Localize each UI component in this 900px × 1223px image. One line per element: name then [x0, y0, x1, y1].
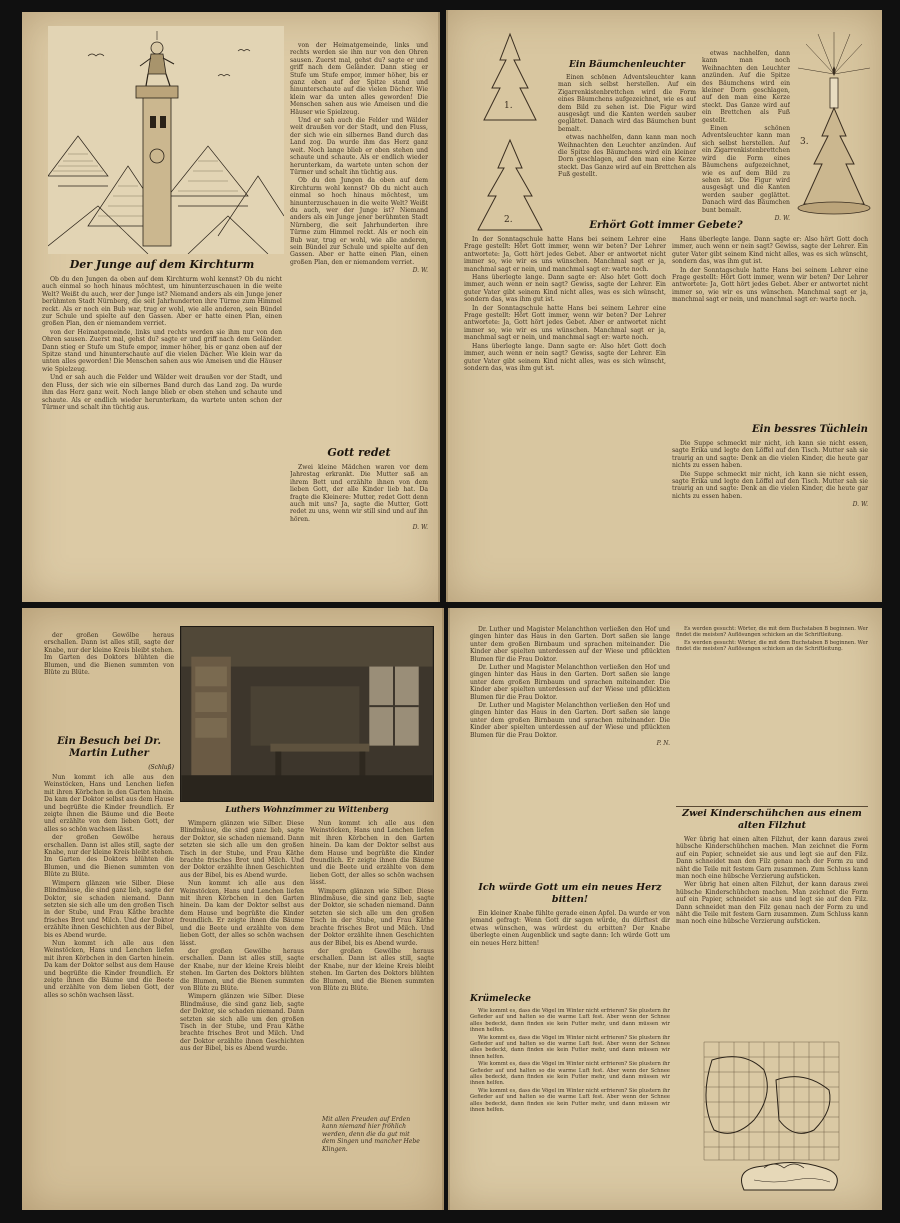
paragraph: etwas nachhelfen, dann kann man noch Weihnachten den Leuchter anzünden. Auf die Spitze des Bäumchens wird ein kleiner Dorn geschlagen, auf den man eine Kerze steckt. Das Ganze wird auf ein Brettchen als Fuß gestellt. [558, 134, 696, 179]
story-luther-verse [322, 1116, 422, 1172]
paragraph: Und er sah auch die Felder und Wälder weit draußen vor der Stadt, und den Fluss, der sich wie ein silbernes Band durch das Land zog. Da wurde ihm das Herz ganz weit. Noch lange blieb er oben stehen und schaute und schaute. Als er endlich wieder herunterkam, da wartete unten schon der Türmer und schalt ihn tüchtig aus. [290, 117, 428, 176]
paragraph: Einen schönen Adventsleuchter kann man sich selbst herstellen. Auf ein Zigarrenkistenbrettchen wird die Form eines Bäumchens aufgezeichnet, wie es auf dem Bild zu sehen ist. Die Figur wird ausgesägt und die Kanten werden sauber geglättet. Danach wird das Bäumchen bunt bemalt. [702, 125, 790, 214]
paragraph: Wie kommt es, dass die Vögel im Winter nicht erfrieren? Sie plustern ihr Gefieder auf und halten so die warme Luft fest. Aber wenn der Schnee alles bedeckt, dann finden sie kein Futter mehr, und dann müssen wir ihnen helfen. [470, 1061, 670, 1087]
paragraph: Die Suppe schmeckt mir nicht, ich kann sie nicht essen, sagte Erika und legte den Löffel auf den Tisch. Mutter sah sie traurig an und sagte: Denk an die vielen Kinder, die heute gar nichts zu essen haben. [672, 440, 868, 470]
paragraph: In der Sonntagschule hatte Hans bei seinem Lehrer eine Frage gestellt: Hört Gott immer, wenn wir beten? Der Lehrer antwortete: Ja, Gott hört jedes Gebet. Aber er antwortet nicht immer so, wie wir es uns wünschen. Manchmal sagt er ja, manchmal sagt er nein, und manchmal sagt er: warte noch. [464, 236, 666, 273]
story-kinderschuehchen [676, 836, 868, 1036]
verse: Mit allen Freuden auf Erden kann niemand hier fröhlich werden, denn die da gut mit dem Singen und mancher Hebe Klingen. [322, 1116, 420, 1153]
story-kirchturm-col2 [290, 42, 428, 442]
page-bottom-right [448, 608, 882, 1210]
paragraph: Ob du den Jungen da oben auf dem Kirchturm wohl kennst? Ob du nicht auch einmal so hoch hinaus möchtest, um hinunterzuschauen in die weite Welt? Weißt du auch, wer der Junge ist? Niemand anders als ein Junge jener berühmten Stadt Nürnberg, die seit Jahrhunderten ihre Türme zum Himmel reckt. Als er noch ein Bub war, trug er wohl, wie alle anderen, sein Bündel zur Schule und spielte auf den Gassen. Aber er hatte einen Plan, einen großen Plan, den er niemandem verriet. [42, 276, 282, 328]
paragraph: Dr. Luther und Magister Melanchthon verließen den Hof und gingen hinter das Haus in den Garten. Dort saßen sie lange unter dem großen Birnbaum und sprachen miteinander. Die Kinder aber spielten unterdessen auf der Wiese und pflückten Blumen für die Frau Doktor. [470, 664, 670, 701]
story-signature: D. W. [412, 524, 428, 532]
page-bottom-left [22, 608, 444, 1210]
paragraph: der großen Gewölbe heraus erschallen. Dann ist alles still, sagte der Knabe, nur der kleine Kreis bleibt stehen. Im Garten des Doktors blühten die Blumen, und die Bienen summten von Blüte zu Blüte. [44, 834, 174, 879]
puzzle-notes [676, 626, 868, 802]
story-besseres-tuechlein [672, 440, 868, 590]
luther-room-photo [180, 626, 434, 802]
paragraph: Nun kommt ich alle aus den Weinstöcken, Hans und Lenchen liefen mit ihren Körbchen in den Garten hinein. Da kam der Doktor selbst aus dem Hause und begrüßte die Kinder freundlich. Er zeigte ihnen die Bäume und die Beete und erzählte von dem lieben Gott, der alles so schön wachsen lässt. [180, 880, 304, 947]
story-neues-herz [470, 910, 670, 990]
story-title-neues-herz: Ich würde Gott um ein neues Herz bitten! [478, 882, 662, 905]
story-title-kirchturm: Der Junge auf dem Kirchturm [69, 258, 255, 271]
candle-tree-illustration [792, 24, 876, 224]
paragraph: Wie kommt es, dass die Vögel im Winter nicht erfrieren? Sie plustern ihr Gefieder auf und halten so die warme Luft fest. Aber wenn der Schnee alles bedeckt, dann finden sie kein Futter mehr, und dann müssen wir ihnen helfen. [470, 1087, 670, 1114]
svg-text:1.: 1. [504, 101, 513, 111]
paragraph: Nun kommt ich alle aus den Weinstöcken, Hans und Lenchen liefen mit ihren Körbchen in den Garten hinein. Da kam der Doktor selbst aus dem Hause und begrüßte die Kinder freundlich. Er zeigte ihnen die Bäume und die Beete und erzählte von dem lieben Gott, der alles so schön wachsen lässt. [44, 774, 174, 833]
paragraph: Es werden gesucht: Wörter, die mit dem Buchstaben B beginnen. Wer findet die meisten? Auflösungen schicken an die Schriftleitung. [676, 639, 868, 653]
story-title-baeumchenleuchter: Ein Bäumchenleuchter [568, 60, 686, 70]
paragraph: Die Suppe schmeckt mir nicht, ich kann sie nicht essen, sagte Erika und legte den Löffel auf den Tisch. Mutter sah sie traurig an und sagte: Denk an die vielen Kinder, die heute gar nichts zu essen haben. [672, 470, 868, 500]
story-luther-col1a [44, 632, 174, 732]
paragraph: Wimpern glänzen wie Silber. Diese Blindmäuse, die sind ganz lieb, sagte der Doktor, sie schaden niemand. Dann setzten sie sich alle um den großen Tisch in der Stube, und Frau Käthe brachte frisches Brot und Milch. Und der Doktor erzählte ihnen Geschichten aus der Bibel, bis es Abend wurde. [310, 887, 434, 947]
story-title-gott-redet: Gott redet [327, 446, 391, 459]
paragraph: der großen Gewölbe heraus erschallen. Dann ist alles still, sagte der Knabe, nur der kleine Kreis bleibt stehen. Im Garten des Doktors blühten die Blumen, und die Bienen summten von Blüte zu Blüte. [310, 947, 434, 992]
story-title-kinderschuehchen: Zwei Kinderschühchen aus einem alten Filzhut [682, 808, 862, 831]
paragraph: Nun kommt ich alle aus den Weinstöcken, Hans und Lenchen liefen mit ihren Körbchen in den Garten hinein. Da kam der Doktor selbst aus dem Hause und begrüßte die Kinder freundlich. Er zeigte ihnen die Bäume und die Beete und erzählte von dem lieben Gott, der alles so schön wachsen lässt. [310, 820, 434, 887]
shoe-pattern-illustration [684, 1040, 868, 1202]
story-gott-redet [290, 464, 428, 594]
paragraph: Dr. Luther und Magister Melanchthon verließen den Hof und gingen hinter das Haus in den Garten. Dort saßen sie lange unter dem großen Birnbaum und sprachen miteinander. Die Kinder aber spielten unterdessen auf der Wiese und pflückten Blumen für die Frau Doktor. [470, 626, 670, 663]
paragraph: Hans überlegte lange. Dann sagte er: Also hört Gott doch immer, auch wenn er nein sagt? Gewiss, sagte der Lehrer. Ein guter Vater gibt seinem Kind nicht alles, was es sich wünscht, sondern das, was ihm gut ist. [672, 236, 868, 266]
story-signature: P. N. [656, 740, 670, 748]
paragraph: Ein kleiner Knabe fühlte gerade einen Apfel. Da wurde er von jemand gefragt: Wenn Gott dir sagen würde, du dürftest dir etwas wünschen, was würdest du erbitten? Der Knabe überlegte einen Augenblick und sagte dann: Ich würde Gott um ein neues Herz bitten! [470, 910, 670, 947]
paragraph: von der Heimatgemeinde, links und rechts werden sie ihm nur von den Ohren sausen. Zuerst mal, gehst du? sagte er und griff nach dem Geländer. Dann stieg er Stufe um Stufe empor, immer höher, bis er ganz oben auf der Spitze stand und hinunterschaute auf die vielen Dächer. Wie klein war da unten alles geworden! Die Menschen sahen aus wie Ameisen und die Häuser wie Spielzeug. [290, 42, 428, 116]
photo-caption: Luthers Wohnzimmer zu Wittenberg [225, 804, 389, 814]
paragraph: Wimpern glänzen wie Silber. Diese Blindmäuse, die sind ganz lieb, sagte der Doktor, sie schaden niemand. Dann setzten sie sich alle um den großen Tisch in der Stube, und Frau Käthe brachte frisches Brot und Milch. Und der Doktor erzählte ihnen Geschichten aus der Bibel, bis es Abend wurde. [180, 993, 304, 1053]
page-fold [438, 12, 440, 602]
paragraph: Nun kommt ich alle aus den Weinstöcken, Hans und Lenchen liefen mit ihren Körbchen in den Garten hinein. Da kam der Doktor selbst aus dem Hause und begrüßte die Kinder freundlich. Er zeigte ihnen die Bäume und die Beete und erzählte von dem lieben Gott, der alles so schön wachsen lässt. [44, 939, 174, 999]
page-fold [442, 608, 444, 1210]
page-top-right [446, 10, 882, 602]
svg-text:3.: 3. [800, 137, 809, 147]
story-kirchturm-col1 [42, 276, 282, 594]
paragraph: Wie kommt es, dass die Vögel im Winter nicht erfrieren? Sie plustern ihr Gefieder auf und halten so die warme Luft fest. Aber wenn der Schnee alles bedeckt, dann finden sie kein Futter mehr, und dann müssen wir ihnen helfen. [470, 1008, 670, 1034]
page-top-left [22, 12, 440, 602]
paragraph: Wimpern glänzen wie Silber. Diese Blindmäuse, die sind ganz lieb, sagte der Doktor, sie schaden niemand. Dann setzten sie sich alle um den großen Tisch in der Stube, und Frau Käthe brachte frisches Brot und Milch. Und der Doktor erzählte ihnen Geschichten aus der Bibel, bis es Abend wurde. [180, 820, 304, 879]
story-baeumchenleuchter-col2 [702, 50, 790, 230]
paragraph: von der Heimatgemeinde, links und rechts werden sie ihm nur von den Ohren sausen. Zuerst mal, gehst du? sagte er und griff nach dem Geländer. Dann stieg er Stufe um Stufe empor, immer höher, bis er ganz oben auf der Spitze stand und hinunterschaute auf die vielen Dächer. Wie klein war da unten alles geworden! Die Menschen sahen aus wie Ameisen und die Häuser wie Spielzeug. [42, 328, 282, 373]
paragraph: In der Sonntagschule hatte Hans bei seinem Lehrer eine Frage gestellt: Hört Gott immer, wenn wir beten? Der Lehrer antwortete: Ja, Gott hört jedes Gebet. Aber er antwortet nicht immer so, wie wir es uns wünschen. Manchmal sagt er ja, manchmal sagt er nein, und manchmal sagt er: warte noch. [464, 304, 666, 342]
story-erhoert-gott-col2 [672, 236, 868, 422]
page-fold [448, 608, 450, 1210]
story-title-luther: Ein Besuch bei Dr. Martin Luther [57, 736, 161, 759]
story-title-erhoert-gott: Erhört Gott immer Gebete? [589, 220, 743, 231]
church-tower-illustration [48, 26, 284, 254]
story-title-besseres-tuechlein: Ein bessres Tüchlein [752, 424, 868, 435]
paragraph: Es werden gesucht: Wörter, die mit dem Buchstaben B beginnen. Wer findet die meisten? Auflösungen schicken an die Schriftleitung. [676, 626, 868, 639]
story-kruemelecke [470, 1008, 670, 1196]
story-signature: D. W. [774, 214, 790, 222]
paragraph: der großen Gewölbe heraus erschallen. Dann ist alles still, sagte der Knabe, nur der kleine Kreis bleibt stehen. Im Garten des Doktors blühten die Blumen, und die Bienen summten von Blüte zu Blüte. [180, 947, 304, 992]
paragraph: Wer übrig hat einen alten Filzhut, der kann daraus zwei hübsche Kinderschühchen machen. Man zeichnet die Form auf ein Papier, schneidet sie aus und legt sie auf den Filz. Dann schneidet man den Filz genau nach der Form zu und näht die Teile mit festem Garn zusammen. Zum Schluss kann man noch eine hübsche Verzierung aufsticken. [676, 836, 868, 881]
story-signature: D. W. [852, 501, 868, 509]
paragraph: Zwei kleine Mädchen waren vor dem Jahrestag erkrankt. Die Mutter saß an ihrem Bett und erzählte ihnen von dem lieben Gott, der alle Kinder lieb hat. Da fragte die Kleinere: Mutter, redet Gott denn auch mit uns? Ja, sagte die Mutter, Gott redet zu uns, wenn wir still sind und auf ihn hören. [290, 464, 428, 523]
paragraph: Dr. Luther und Magister Melanchthon verließen den Hof und gingen hinter das Haus in den Garten. Dort saßen sie lange unter dem großen Birnbaum und sprachen miteinander. Die Kinder aber spielten unterdessen auf der Wiese und pflückten Blumen für die Frau Doktor. [470, 702, 670, 739]
page-fold [446, 10, 448, 602]
paragraph: Hans überlegte lange. Dann sagte er: Also hört Gott doch immer, auch wenn er nein sagt? Gewiss, sagte der Lehrer. Ein guter Vater gibt seinem Kind nicht alles, was es sich wünscht, sondern das, was ihm gut ist. [464, 274, 666, 304]
story-luther-col3 [310, 820, 434, 1110]
tree-pattern-illustration [464, 30, 556, 240]
story-luther-col1b [44, 774, 174, 1194]
paragraph: Einen schönen Adventsleuchter kann man sich selbst herstellen. Auf ein Zigarrenkistenbrettchen wird die Form eines Bäumchens aufgezeichnet, wie es auf dem Bild zu sehen ist. Die Figur wird ausgesägt und die Kanten werden sauber geglättet. Danach wird das Bäumchen bunt bemalt. [558, 74, 696, 133]
story-baeumchenleuchter-col1 [558, 74, 696, 230]
paragraph: In der Sonntagschule hatte Hans bei seinem Lehrer eine Frage gestellt: Hört Gott immer, wenn wir beten? Der Lehrer antwortete: Ja, Gott hört jedes Gebet. Aber er antwortet nicht immer so, wie wir es uns wünschen. Manchmal sagt er ja, manchmal sagt er nein, und manchmal sagt er: warte noch. [672, 266, 868, 304]
paragraph: Wimpern glänzen wie Silber. Diese Blindmäuse, die sind ganz lieb, sagte der Doktor, sie schaden niemand. Dann setzten sie sich alle um den großen Tisch in der Stube, und Frau Käthe brachte frisches Brot und Milch. Und der Doktor erzählte ihnen Geschichten aus der Bibel, bis es Abend wurde. [44, 879, 174, 939]
story-erhoert-gott-col1 [464, 236, 666, 586]
story-title-kruemelecke: Krümelecke [470, 994, 531, 1004]
paragraph: der großen Gewölbe heraus erschallen. Dann ist alles still, sagte der Knabe, nur der kleine Kreis bleibt stehen. Im Garten des Doktors blühten die Blumen, und die Bienen summten von Blüte zu Blüte. [44, 632, 174, 677]
paragraph: Hans überlegte lange. Dann sagte er: Also hört Gott doch immer, auch wenn er nein sagt? Gewiss, sagte der Lehrer. Ein guter Vater gibt seinem Kind nicht alles, was es sich wünscht, sondern das, was ihm gut ist. [464, 342, 666, 372]
paragraph: Wie kommt es, dass die Vögel im Winter nicht erfrieren? Sie plustern ihr Gefieder auf und halten so die warme Luft fest. Aber wenn der Schnee alles bedeckt, dann finden sie kein Futter mehr, und dann müssen wir ihnen helfen. [470, 1034, 670, 1060]
paragraph: Wer übrig hat einen alten Filzhut, der kann daraus zwei hübsche Kinderschühchen machen. Man zeichnet die Form auf ein Papier, schneidet sie aus und legt sie auf den Filz. Dann schneidet man den Filz genau nach der Form zu und näht die Teile mit festem Garn zusammen. Zum Schluss kann man noch eine hübsche Verzierung aufsticken. [676, 881, 868, 926]
divider [676, 806, 868, 807]
paragraph: etwas nachhelfen, dann kann man noch Weihnachten den Leuchter anzünden. Auf die Spitze des Bäumchens wird ein kleiner Dorn geschlagen, auf den man eine Kerze steckt. Das Ganze wird auf ein Brettchen als Fuß gestellt. [702, 50, 790, 124]
paragraph: Ob du den Jungen da oben auf dem Kirchturm wohl kennst? Ob du nicht auch einmal so hoch hinaus möchtest, um hinunterzuschauen in die weite Welt? Weißt du auch, wer der Junge ist? Niemand anders als ein Junge jener berühmten Stadt Nürnberg, die seit Jahrhunderten ihre Türme zum Himmel reckt. Als er noch ein Bub war, trug er wohl, wie alle anderen, sein Bündel zur Schule und spielte auf den Gassen. Aber er hatte einen Plan, einen großen Plan, den er niemandem verriet. [290, 177, 428, 266]
paragraph: Und er sah auch die Felder und Wälder weit draußen vor der Stadt, und den Fluss, der sich wie ein silbernes Band durch das Land zog. Da wurde ihm das Herz ganz weit. Noch lange blieb er oben stehen und schaute und schaute. Als er endlich wieder herunterkam, da wartete unten schon der Türmer und schalt ihn tüchtig aus. [42, 374, 282, 411]
story-luther-col2 [180, 820, 304, 1194]
svg-text:2.: 2. [504, 215, 513, 225]
story-luther-continued [470, 626, 670, 876]
story-subtitle-luther: (Schluß) [148, 764, 174, 771]
story-signature: D. W. [412, 267, 428, 275]
